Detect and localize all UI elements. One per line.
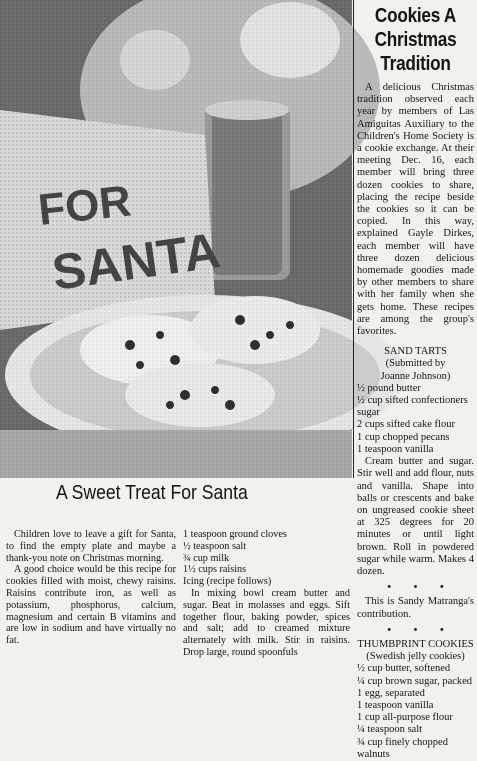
ingredient-line: 1½ cups raisins xyxy=(183,564,247,576)
sand-tarts-submitted: (Submitted by xyxy=(385,358,446,370)
ingredient-line: ¾ cup finely chopped walnuts xyxy=(357,736,448,760)
sand-tarts-submitter: Joanne Johnson) xyxy=(380,370,451,382)
ingredient-line: ½ cup sifted confectioners sugar xyxy=(357,395,468,419)
photo-illustration xyxy=(0,0,352,478)
raisin-cookie-directions: In mixing bowl cream butter and sugar. Beat in molasses and eggs. Sift together flour, baking powder, spices and salt; add to creamed mixture alternately with milk. Stir in raisins. Drop large, round spoonfuls xyxy=(183,587,350,658)
caption-paragraph: A good choice would be this recipe for cookies filled with moist, chewy raisins. Raisins contribute iron, as well as potassium, phosphorus, calcium, magnesium and certain B vitamins and are low in sodium and have virtually no fat. xyxy=(6,564,176,647)
ingredient-line: ¼ cup brown sugar, packed xyxy=(357,675,473,687)
thumbprint-title: THUMBPRINT COOKIES xyxy=(357,638,474,650)
section-divider: • • • xyxy=(387,582,454,594)
ingredient-line: 2 cups sifted cake flour xyxy=(357,419,455,431)
ingredient-line: ¾ cup milk xyxy=(183,552,230,564)
sand-tarts-title: SAND TARTS xyxy=(384,346,447,358)
ingredient-line: 1 teaspoon ground cloves xyxy=(183,529,287,540)
santa-cookies-photo xyxy=(0,0,352,478)
sand-tarts-directions: Cream butter and sugar. Stir well and add flour, nuts and vanilla. Shape into balls or crescents and bake on ungreased cookie sheet at 325 degrees for 20 minutes or until light brown. Roll in powdered sugar while warm. Makes 4 dozen. xyxy=(357,456,474,577)
ingredient-line: 1 teaspoon vanilla xyxy=(357,443,434,455)
caption-column-left xyxy=(6,529,176,647)
ingredient-line: 1 cup all-purpose flour xyxy=(357,712,453,724)
caption-paragraph: Children love to leave a gift for Santa, to find the empty plate and maybe a thank-you note on Christmas morning. xyxy=(6,529,176,564)
ingredient-line: Icing (recipe follows) xyxy=(183,576,272,588)
ingredient-line: 1 teaspoon vanilla xyxy=(357,699,434,711)
ingredient-line: ½ cup butter, softened xyxy=(357,663,451,675)
thumbprint-subtitle: (Swedish jelly cookies) xyxy=(366,651,465,663)
right-column xyxy=(357,0,474,760)
ingredient-line: ½ pound butter xyxy=(357,382,421,394)
ingredient-line: 1 cup chopped pecans xyxy=(357,431,450,443)
ingredient-line: ½ teaspoon salt xyxy=(183,540,247,552)
section-divider: • • • xyxy=(387,624,454,636)
column-rule xyxy=(353,0,354,478)
photo-caption-headline: A Sweet Treat For Santa xyxy=(56,482,248,504)
ingredient-line: 1 egg, separated xyxy=(357,687,425,699)
caption-column-middle xyxy=(183,529,350,658)
contribution-note: This is Sandy Matranga's contribution. xyxy=(357,596,474,620)
ingredient-line: ¼ teaspoon salt xyxy=(357,724,423,736)
article-headline: Cookies A Christmas Tradition xyxy=(374,5,457,75)
article-intro: A delicious Christmas tradition observed each year by members of Las Amiguitas Auxiliary to the Children's Home Society is a cookie exchange. At their meeting Dec. 16, each member will bring three dozen cookies to share, placing the recipe beside the cookies so it can be copied. In this way, explained Gayle Dirkes, each member will have three dozen delicious homemade goodies made by other members to share with her family when she gets home. These recipes are among the group's favorites. xyxy=(357,82,474,338)
